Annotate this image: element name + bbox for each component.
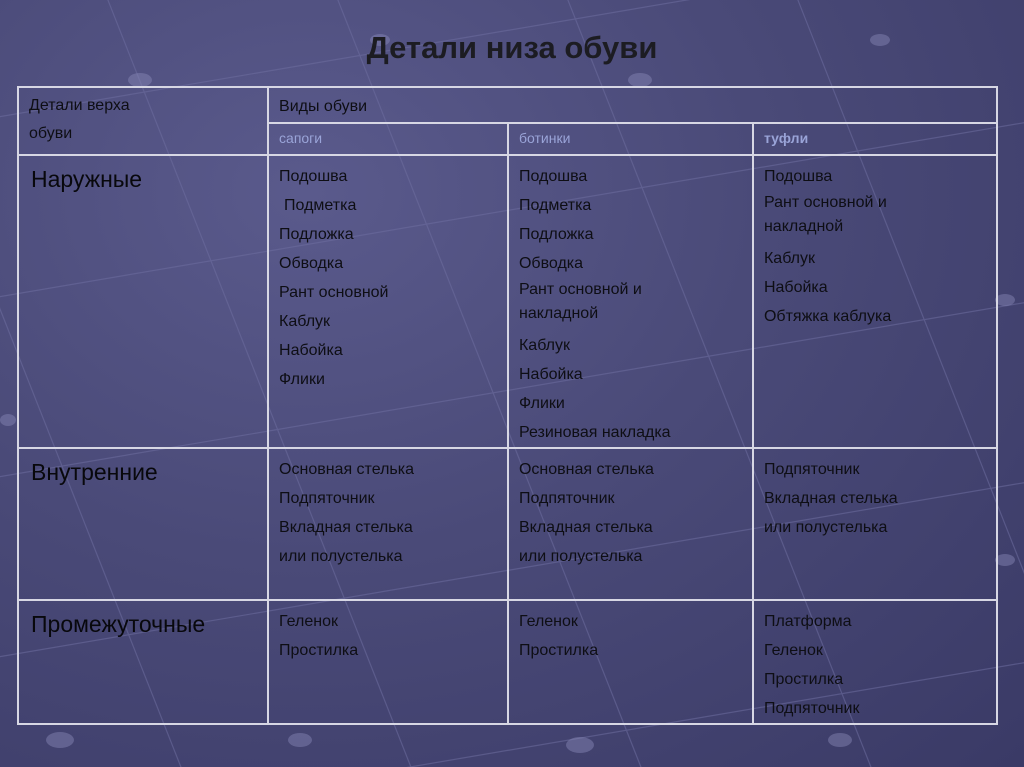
part-item: Вкладная стелька (763, 490, 898, 507)
part-item: Основная стелька (518, 461, 654, 478)
table-row (18, 448, 997, 600)
table-cell (508, 155, 753, 448)
part-item: Рант основной и накладной (763, 194, 887, 235)
shoe-type-header: сапоги (268, 123, 508, 155)
shoe-type-header: ботинки (508, 123, 753, 155)
part-item: Подпяточник (518, 490, 615, 507)
part-item: Геленок (763, 642, 823, 659)
part-item: Простилка (763, 671, 844, 688)
part-item: Геленок (279, 613, 338, 630)
part-item: Подпяточник (763, 461, 860, 478)
part-item: Подпяточник (763, 700, 860, 717)
part-item: Обводка (279, 255, 344, 272)
part-item: Рант основной (279, 284, 389, 301)
part-item: или полустелька (763, 519, 888, 536)
row-label: Промежуточные (18, 600, 268, 724)
part-item: Подошва (279, 168, 348, 185)
part-item: Вкладная стелька (279, 519, 413, 536)
part-item: Каблук (518, 337, 570, 354)
part-item: Подошва (518, 168, 588, 185)
part-item: Подошва (763, 168, 833, 185)
part-item: Каблук (763, 250, 815, 267)
corner-header-cell (18, 87, 268, 155)
part-item: Подметка (518, 197, 592, 214)
page-title: Детали низа обуви (366, 30, 658, 65)
part-item: Основная стелька (279, 461, 414, 478)
part-item: Простилка (518, 642, 599, 659)
part-item: Простилка (279, 642, 359, 659)
part-item: Резиновая накладка (518, 424, 671, 441)
table-cell (753, 155, 997, 448)
table-cell (268, 155, 508, 448)
part-item: Рант основной и накладной (518, 281, 642, 322)
part-item: Флики (279, 371, 325, 388)
shoe-bottom-parts-table (17, 86, 998, 725)
shoe-type-header: туфли (753, 123, 997, 155)
table-row (18, 600, 997, 724)
group-header-cell: Виды обуви (268, 87, 997, 123)
table-cell (268, 448, 508, 600)
part-item: Подпяточник (279, 490, 375, 507)
part-item: Набойка (279, 342, 343, 359)
part-item: Подложка (279, 226, 354, 243)
part-item: или полустелька (279, 548, 403, 565)
corner-header-line: обуви (29, 125, 73, 142)
part-item: Геленок (518, 613, 578, 630)
part-item: Платформа (763, 613, 852, 630)
part-item: Набойка (763, 279, 828, 296)
part-item: Подложка (518, 226, 594, 243)
row-label: Внутренние (18, 448, 268, 600)
part-item: Флики (518, 395, 565, 412)
header-row (18, 87, 997, 123)
part-item: Обводка (518, 255, 584, 272)
part-item: Каблук (279, 313, 331, 330)
table-cell (508, 448, 753, 600)
part-item: Обтяжка каблука (763, 308, 892, 325)
table-cell (753, 600, 997, 724)
row-label: Наружные (18, 155, 268, 448)
part-item: Подметка (284, 197, 357, 214)
part-item: Вкладная стелька (518, 519, 653, 536)
table-row (18, 155, 997, 448)
table-cell (753, 448, 997, 600)
corner-header-line: Детали верха (29, 97, 130, 114)
part-item: Набойка (518, 366, 583, 383)
table-cell (508, 600, 753, 724)
table-cell (268, 600, 508, 724)
part-item: или полустелька (518, 548, 643, 565)
